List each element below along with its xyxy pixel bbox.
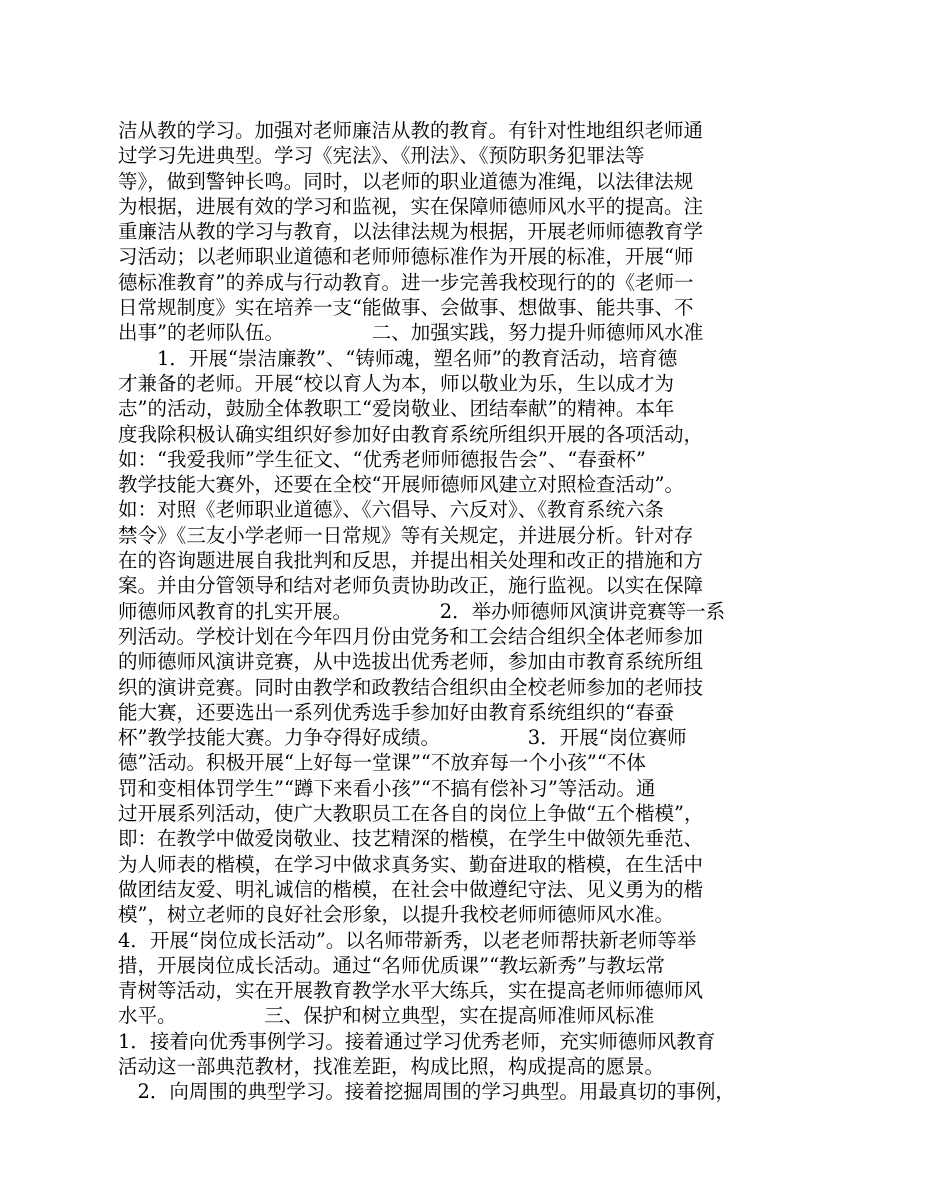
text-line: 的师德师风演讲竞赛，从中选拔出优秀老师，参加由市教育系统所组 <box>118 650 704 674</box>
text-line: 过学习先进典型。学习《宪法》、《刑法》、《预防职务犯罪法等 <box>118 144 645 168</box>
text-line: 德标准教育”的养成与行动教育。进一步完善我校现行的的《老师一 <box>118 270 694 294</box>
text-line: 4．开展“岗位成长活动”。以名师带新秀，以老老师帮扶新老师等举 <box>118 928 697 952</box>
text-line: 志”的活动，鼓励全体教职工“爱岗敬业、团结奉献”的精神。本年 <box>118 397 675 421</box>
text-line: 日常规制度》实在培养一支“能做事、会做事、想做事、能共事、不 <box>118 296 694 320</box>
text-line: 为根据，进展有效的学习和监视，实在保障师德师风水平的提高。注 <box>118 194 704 218</box>
text-line: 洁从教的学习。加强对老师廉洁从教的教育。有针对性地组织老师通 <box>118 119 704 142</box>
text-line: 水平。 三、保护和树立典型，实在提高师准师风标准 <box>118 1004 655 1028</box>
text-line: 1．接着向优秀事例学习。接着通过学习优秀老师，充实师德师风教育 <box>118 1029 716 1053</box>
text-line: 如：“我爱我师”学生征文、“优秀老师师德报告会”、“春蚕杯” <box>118 447 646 471</box>
text-line: 即：在教学中做爱岗敬业、技艺精深的楷模，在学生中做领先垂范、 <box>118 827 704 851</box>
text-line: 德”活动。积极开展“上好每一堂课”“不放弃每一个小孩”“不体 <box>118 751 646 775</box>
text-line: 禁令》《三友小学老师一日常规》等有关规定，并进展分析。针对存 <box>118 523 694 547</box>
text-line: 织的演讲竞赛。同时由教学和政教结合组织由全校老师参加的老师技 <box>118 675 704 699</box>
text-line: 度我除积极认确实组织好参加好由教育系统所组织开展的各项活动， <box>118 422 704 446</box>
body-text <box>118 118 830 1105</box>
text-line: 1．开展“崇洁廉教”、“铸师魂，塑名师”的教育活动，培育德 <box>118 346 678 370</box>
text-line: 罚和变相体罚学生”“蹲下来看小孩”“不搞有偿补习”等活动。通 <box>118 776 656 800</box>
text-line: 活动这一部典范教材，找准差距，构成比照，构成提高的愿景。 <box>118 1054 665 1078</box>
text-line: 才兼备的老师。开展“校以育人为本，师以敬业为乐，生以成才为 <box>118 371 674 395</box>
text-line: 案。并由分管领导和结对老师负责协助改正，施行监视。以实在保障 <box>118 574 704 598</box>
text-line: 杯”教学技能大赛。力争夺得好成绩。 3．开展“岗位赛师 <box>118 726 687 750</box>
text-line: 过开展系列活动，使广大教职员工在各自的岗位上争做“五个楷模”， <box>118 802 704 826</box>
text-line: 师德师风教育的扎实开展。 2．举办师德师风演讲竞赛等一系 <box>118 599 726 623</box>
text-line: 模”，树立老师的良好社会形象，以提升我校老师师德师风水准。 <box>118 903 674 927</box>
text-line: 青树等活动，实在开展教育教学水平大练兵，实在提高老师师德师风 <box>118 979 704 1003</box>
text-line: 能大赛，还要选出一系列优秀选手参加好由教育系统组织的“春蚕 <box>118 700 674 724</box>
text-line: 2．向周围的典型学习。接着挖掘周围的学习典型。用最真切的事例， <box>118 1080 735 1104</box>
text-line: 教学技能大赛外，还要在全校“开展师德师风建立对照检查活动”。 <box>118 473 684 497</box>
text-line: 在的咨询题进展自我批判和反思，并提出相关处理和改正的措施和方 <box>118 549 704 573</box>
text-line: 如：对照《老师职业道德》、《六倡导、六反对》、《教育系统六条 <box>118 498 665 522</box>
text-line: 重廉洁从教的学习与教育，以法律法规为根据，开展老师师德教育学 <box>118 220 704 244</box>
text-line: 列活动。学校计划在今年四月份由党务和工会结合组织全体老师参加 <box>118 624 704 648</box>
text-line: 出事”的老师队伍。 二、加强实践，努力提升师德师风水准 <box>118 321 704 345</box>
text-line: 措，开展岗位成长活动。通过“名师优质课”“教坛新秀”与教坛常 <box>118 953 665 977</box>
text-line: 做团结友爱、明礼诚信的楷模，在社会中做遵纪守法、见义勇为的楷 <box>118 877 704 901</box>
text-line: 等》，做到警钟长鸣。同时，以老师的职业道德为准绳，以法律法规 <box>118 169 694 193</box>
text-line: 习活动；以老师职业道德和老师师德标准作为开展的标准，开展“师 <box>118 245 694 269</box>
text-line: 为人师表的楷模，在学习中做求真务实、勤奋进取的楷模，在生活中 <box>118 852 704 876</box>
